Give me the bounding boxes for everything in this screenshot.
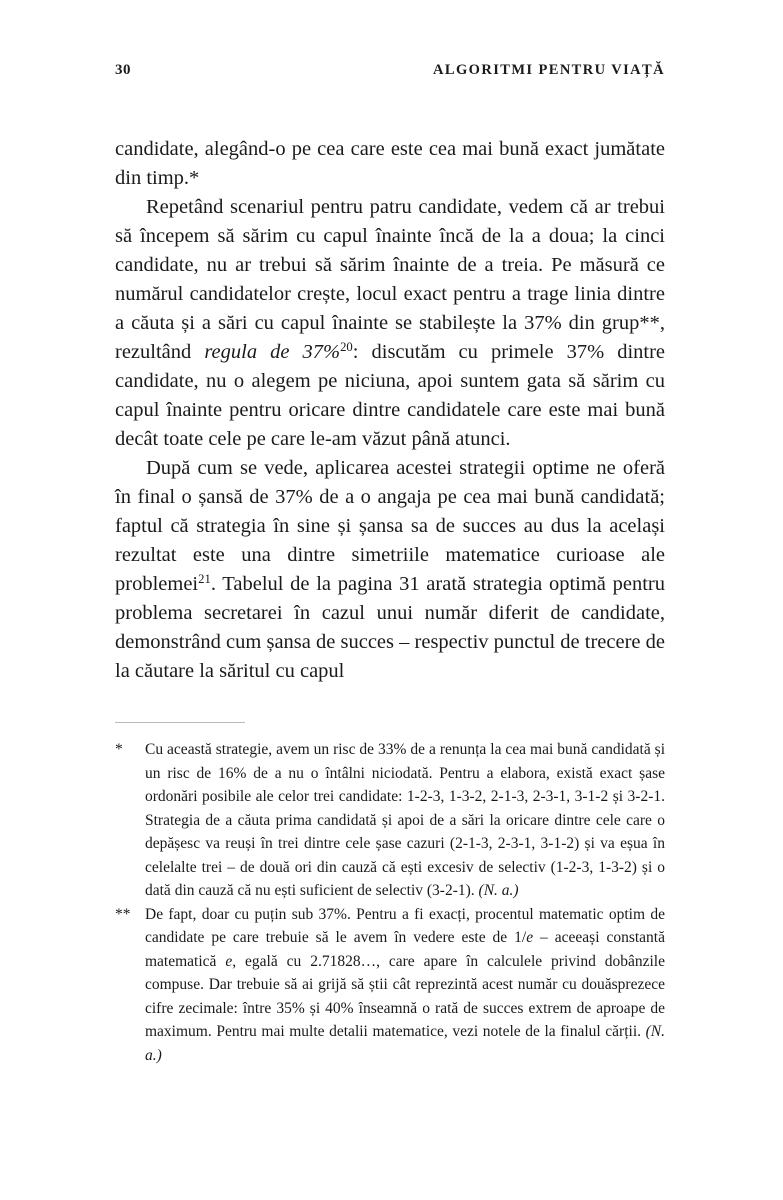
footnote-text: De fapt, doar cu puțin sub 37%. Pentru a fi exacți, procentul matematic optim de candidate pe care trebuie să le avem în vedere este de 1/e – aceeași constantă matematică e, egală cu 2.71828…, care apare în calculele privind dobânzile compuse. Dar trebuie să ai grijă să știi cât reprezintă acest număr cu douăsprezece cifre zecimale: între 35% și 40% înseamnă o rată de succes extrem de aproape de maximum. Pentru mai multe detalii matematice, vezi notele de la finalul cărții. (N. a.): [145, 905, 665, 1064]
footnote: [115, 903, 665, 1068]
footnotes: [115, 738, 665, 1067]
footnote-marker: **: [115, 905, 131, 923]
footnote: [115, 738, 665, 903]
footnote-marker: *: [115, 741, 123, 758]
body-text: [115, 135, 665, 686]
footnote-separator: [115, 722, 245, 723]
footnote-text: Cu această strategie, avem un risc de 33% de a renunța la cea mai bună candidată și un risc de 16% de a nu o întâlni niciodată. Pentru a elabora, există exact șase ordonări posibile ale celor trei candidate: 1-2-3, 1-3-2, 2-1-3, 2-3-1, 3-1-2 și 3-2-1. Strategia de a căuta prima candidată și apoi de a sări la oricare dintre cele care o depășesc va reuși în trei dintre cele șase cazuri (2-1-3, 2-3-1, 3-1-2) și va eșua în celelalte trei – de două ori din cauză că ești excesiv de selectiv (1-2-3, 1-3-2) și o dată din cauză că nu ești suficient de selectiv (3-2-1). (N. a.): [145, 741, 665, 899]
running-title: ALGORITMI PENTRU VIAȚĂ: [433, 62, 665, 78]
page-number: 30: [115, 62, 131, 78]
paragraph: Repetând scenariul pentru patru candidate, vedem că ar trebui să începem să sărim cu capul înainte încă de la a doua; la cinci candidate, nu ar trebui să sărim înainte de a treia. Pe măsură ce numărul candidatelor crește, locul exact pentru a trage linia dintre a căuta și a sări cu capul înainte se stabilește la 37% din grup**, rezultând regula de 37%$^{20}$: discutăm cu primele 37% dintre candidate, nu o alegem pe niciuna, apoi suntem gata să sărim cu capul înainte pentru oricare dintre candidatele care este mai bună decât toate cele pe care le-am văzut până atunci.: [115, 196, 666, 450]
page-header: [115, 62, 665, 79]
paragraph-continuation: candidate, alegând-o pe cea care este cea mai bună exact jumătate din timp.*: [115, 138, 665, 189]
paragraph: După cum se vede, aplicarea acestei strategii optime ne oferă în final o șansă de 37% de a o angaja pe cea mai bună candidată; faptul că strategia în sine și șansa sa de succes au dus la același rezultat este una dintre simetriile matematice curioase ale problemei$^{21}$. Tabelul de la pagina 31 arată strategia optimă pentru problema secretarei în cazul unui număr diferit de candidate, demonstrând cum șansa de succes – respectiv punctul de trecere de la căutare la săritul cu capul: [115, 457, 665, 682]
